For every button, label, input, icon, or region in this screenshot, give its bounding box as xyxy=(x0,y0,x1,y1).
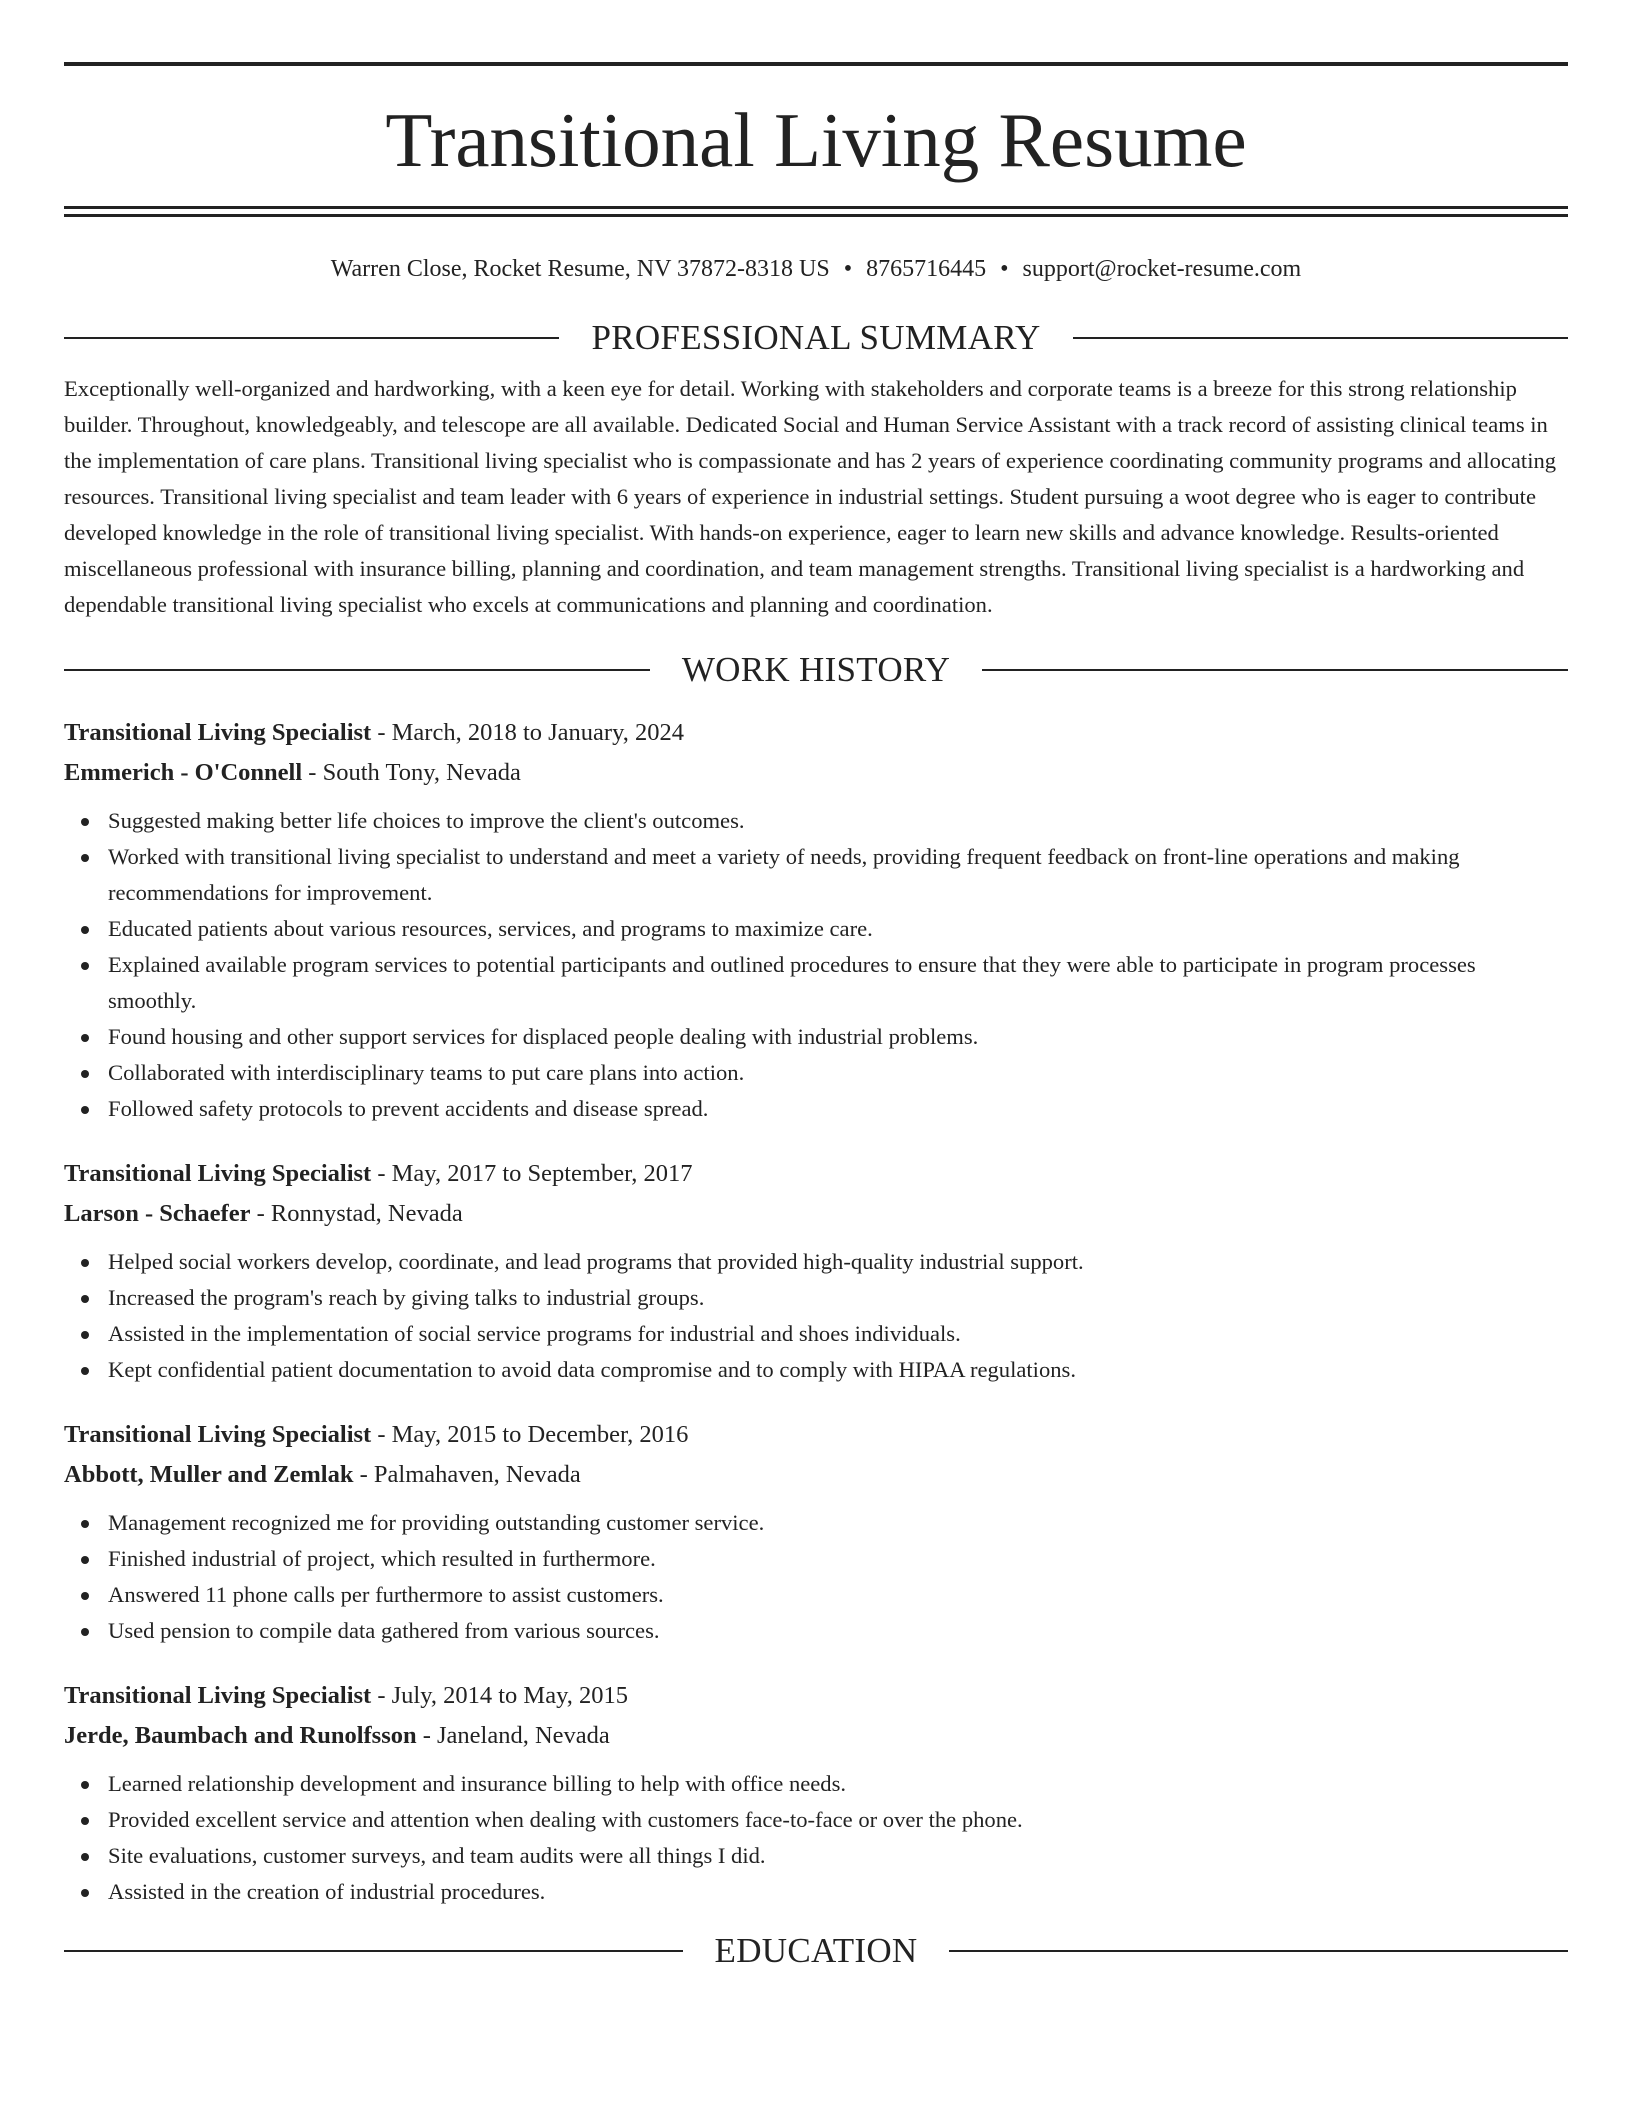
bullet-text: Finished industrial of project, which resulted in furthermore. xyxy=(108,1546,656,1571)
job-title-line xyxy=(64,1676,1568,1716)
bullet-dot-icon xyxy=(81,1853,89,1861)
job-company-line xyxy=(64,1455,1568,1495)
section-title: WORK HISTORY xyxy=(681,650,951,689)
bullet-dot-icon xyxy=(81,854,89,862)
job-company: Emmerich - O'Connell xyxy=(64,759,303,786)
bullet-dot-icon xyxy=(81,1817,89,1825)
job-bullet-list xyxy=(64,803,1568,1127)
section-title: EDUCATION xyxy=(714,1931,918,1970)
job-bullet-item xyxy=(64,1613,1568,1649)
job-dates: - May, 2015 to December, 2016 xyxy=(371,1421,689,1448)
heading-rule xyxy=(949,1950,1568,1952)
bullet-dot-icon xyxy=(81,1592,89,1600)
job-location: - Janeland, Nevada xyxy=(416,1722,610,1749)
job-bullet-item xyxy=(64,947,1568,1019)
job-entry xyxy=(64,1154,1568,1388)
bullet-text: Followed safety protocols to prevent accidents and disease spread. xyxy=(108,1096,709,1121)
top-rule xyxy=(64,62,1568,66)
bullet-text: Assisted in the implementation of social service programs for industrial and shoes individuals. xyxy=(108,1321,961,1346)
bullet-text: Site evaluations, customer surveys, and team audits were all things I did. xyxy=(108,1843,766,1868)
job-bullet-item xyxy=(64,1244,1568,1280)
job-company-line xyxy=(64,1716,1568,1756)
bullet-dot-icon xyxy=(81,1070,89,1078)
job-title-line xyxy=(64,1154,1568,1194)
contact-separator: • xyxy=(843,256,853,282)
job-bullet-item xyxy=(64,1280,1568,1316)
bullet-dot-icon xyxy=(81,1889,89,1897)
bullet-dot-icon xyxy=(81,1259,89,1267)
job-location: - Ronnystad, Nevada xyxy=(250,1200,463,1227)
bullet-dot-icon xyxy=(81,1295,89,1303)
job-company: Jerde, Baumbach and Runolfsson xyxy=(64,1722,417,1749)
contact-separator: • xyxy=(1000,256,1009,282)
bullet-text: Helped social workers develop, coordinate, and lead programs that provided high-quality industrial support. xyxy=(108,1249,1084,1274)
job-title: Transitional Living Specialist xyxy=(64,1160,372,1187)
bullet-dot-icon xyxy=(81,1106,89,1114)
job-bullet-item xyxy=(64,1091,1568,1127)
job-bullet-item xyxy=(64,1505,1568,1541)
job-bullet-item xyxy=(64,1316,1568,1352)
bullet-text: Explained available program services to potential participants and outlined procedures to ensure that they were able to participate in program processes smoothly. xyxy=(108,952,1476,1013)
bullet-text: Increased the program's reach by giving talks to industrial groups. xyxy=(108,1285,705,1310)
bullet-dot-icon xyxy=(81,1367,89,1375)
job-title: Transitional Living Specialist xyxy=(64,1421,372,1448)
job-bullet-item xyxy=(64,839,1568,911)
job-bullet-list xyxy=(64,1505,1568,1649)
job-title: Transitional Living Specialist xyxy=(64,1682,372,1709)
job-dates: - May, 2017 to September, 2017 xyxy=(371,1160,693,1187)
job-bullet-item xyxy=(64,1838,1568,1874)
bullet-dot-icon xyxy=(81,1034,89,1042)
heading-rule xyxy=(1073,337,1568,339)
job-title-line xyxy=(64,713,1568,753)
job-bullet-item xyxy=(64,1802,1568,1838)
job-entry xyxy=(64,1676,1568,1910)
job-dates: - July, 2014 to May, 2015 xyxy=(371,1682,629,1709)
bullet-text: Worked with transitional living specialist to understand and meet a variety of needs, providing frequent feedback on front-line operations and making recommendations for improvement. xyxy=(108,844,1460,905)
job-bullet-item xyxy=(64,1541,1568,1577)
contact-line xyxy=(64,254,1568,284)
bullet-text: Suggested making better life choices to improve the client's outcomes. xyxy=(108,808,745,833)
job-company: Larson - Schaefer xyxy=(64,1200,251,1227)
bullet-dot-icon xyxy=(81,1628,89,1636)
job-bullet-item xyxy=(64,1055,1568,1091)
bullet-text: Educated patients about various resources, services, and programs to maximize care. xyxy=(108,916,873,941)
job-company-line xyxy=(64,1194,1568,1234)
work-history-list xyxy=(64,713,1568,1910)
heading-rule xyxy=(64,1950,683,1952)
section-heading-education xyxy=(64,1932,1568,1970)
bullet-text: Found housing and other support services for displaced people dealing with industrial problems. xyxy=(108,1024,979,1049)
job-bullet-list xyxy=(64,1766,1568,1910)
job-company: Abbott, Muller and Zemlak xyxy=(64,1461,354,1488)
bullet-dot-icon xyxy=(81,1331,89,1339)
job-bullet-item xyxy=(64,1019,1568,1055)
bullet-text: Provided excellent service and attention when dealing with customers face-to-face or over the phone. xyxy=(108,1807,1023,1832)
job-bullet-item xyxy=(64,1766,1568,1802)
bullet-dot-icon xyxy=(81,1520,89,1528)
bullet-text: Assisted in the creation of industrial procedures. xyxy=(108,1879,546,1904)
heading-rule xyxy=(64,337,559,339)
bullet-text: Learned relationship development and insurance billing to help with office needs. xyxy=(108,1771,847,1796)
job-title: Transitional Living Specialist xyxy=(64,719,372,746)
section-title: PROFESSIONAL SUMMARY xyxy=(591,318,1041,357)
bullet-text: Management recognized me for providing outstanding customer service. xyxy=(108,1510,765,1535)
bullet-dot-icon xyxy=(81,818,89,826)
heading-rule xyxy=(64,669,650,671)
bullet-text: Collaborated with interdisciplinary teams to put care plans into action. xyxy=(108,1060,745,1085)
bullet-text: Kept confidential patient documentation to avoid data compromise and to comply with HIPAA regulations. xyxy=(108,1357,1076,1382)
contact-phone[interactable]: 8765716445 xyxy=(866,256,987,282)
job-company-line xyxy=(64,753,1568,793)
job-location: - South Tony, Nevada xyxy=(302,759,521,786)
contact-address: Warren Close, Rocket Resume, NV 37872-8318 US xyxy=(330,256,830,282)
job-entry xyxy=(64,713,1568,1127)
bullet-dot-icon xyxy=(81,1556,89,1564)
bullet-dot-icon xyxy=(81,926,89,934)
job-bullet-item xyxy=(64,1874,1568,1910)
job-bullet-item xyxy=(64,1577,1568,1613)
heading-rule xyxy=(982,669,1568,671)
section-heading-summary xyxy=(64,319,1568,357)
job-bullet-item xyxy=(64,1352,1568,1388)
bullet-dot-icon xyxy=(81,962,89,970)
job-bullet-item xyxy=(64,803,1568,839)
bullet-text: Used pension to compile data gathered from various sources. xyxy=(108,1618,660,1643)
job-dates: - March, 2018 to January, 2024 xyxy=(371,719,684,746)
job-bullet-item xyxy=(64,911,1568,947)
section-heading-work xyxy=(64,651,1568,689)
summary-text: Exceptionally well-organized and hardworking, with a keen eye for detail. Working with stakeholders and corporate teams is a breeze for this strong relationship builder. Throughout, knowledgeably, and telescope are all available. Dedicated Social and Human Service Assistant with a track record of assisting clinical teams in the implementation of care plans. Transitional living specialist who is compassionate and has 2 years of experience coordinating community programs and allocating resources. Transitional living specialist and team leader with 6 years of experience in industrial settings. Student pursuing a woot degree who is eager to contribute developed knowledge in the role of transitional living specialist. With hands-on experience, eager to learn new skills and advance knowledge. Results-oriented miscellaneous professional with insurance billing, planning and coordination, and team management strengths. Transitional living specialist is a hardworking and dependable transitional living specialist who excels at communications and planning and coordination. xyxy=(64,376,1557,617)
job-location: - Palmahaven, Nevada xyxy=(353,1461,581,1488)
bullet-dot-icon xyxy=(81,1781,89,1789)
contact-email[interactable]: support@rocket-resume.com xyxy=(1022,256,1302,282)
title-double-rule xyxy=(64,206,1568,217)
job-bullet-list xyxy=(64,1244,1568,1388)
job-entry xyxy=(64,1415,1568,1649)
job-title-line xyxy=(64,1415,1568,1455)
resume-title: Transitional Living Resume xyxy=(385,97,1247,183)
bullet-text: Answered 11 phone calls per furthermore to assist customers. xyxy=(108,1582,664,1607)
